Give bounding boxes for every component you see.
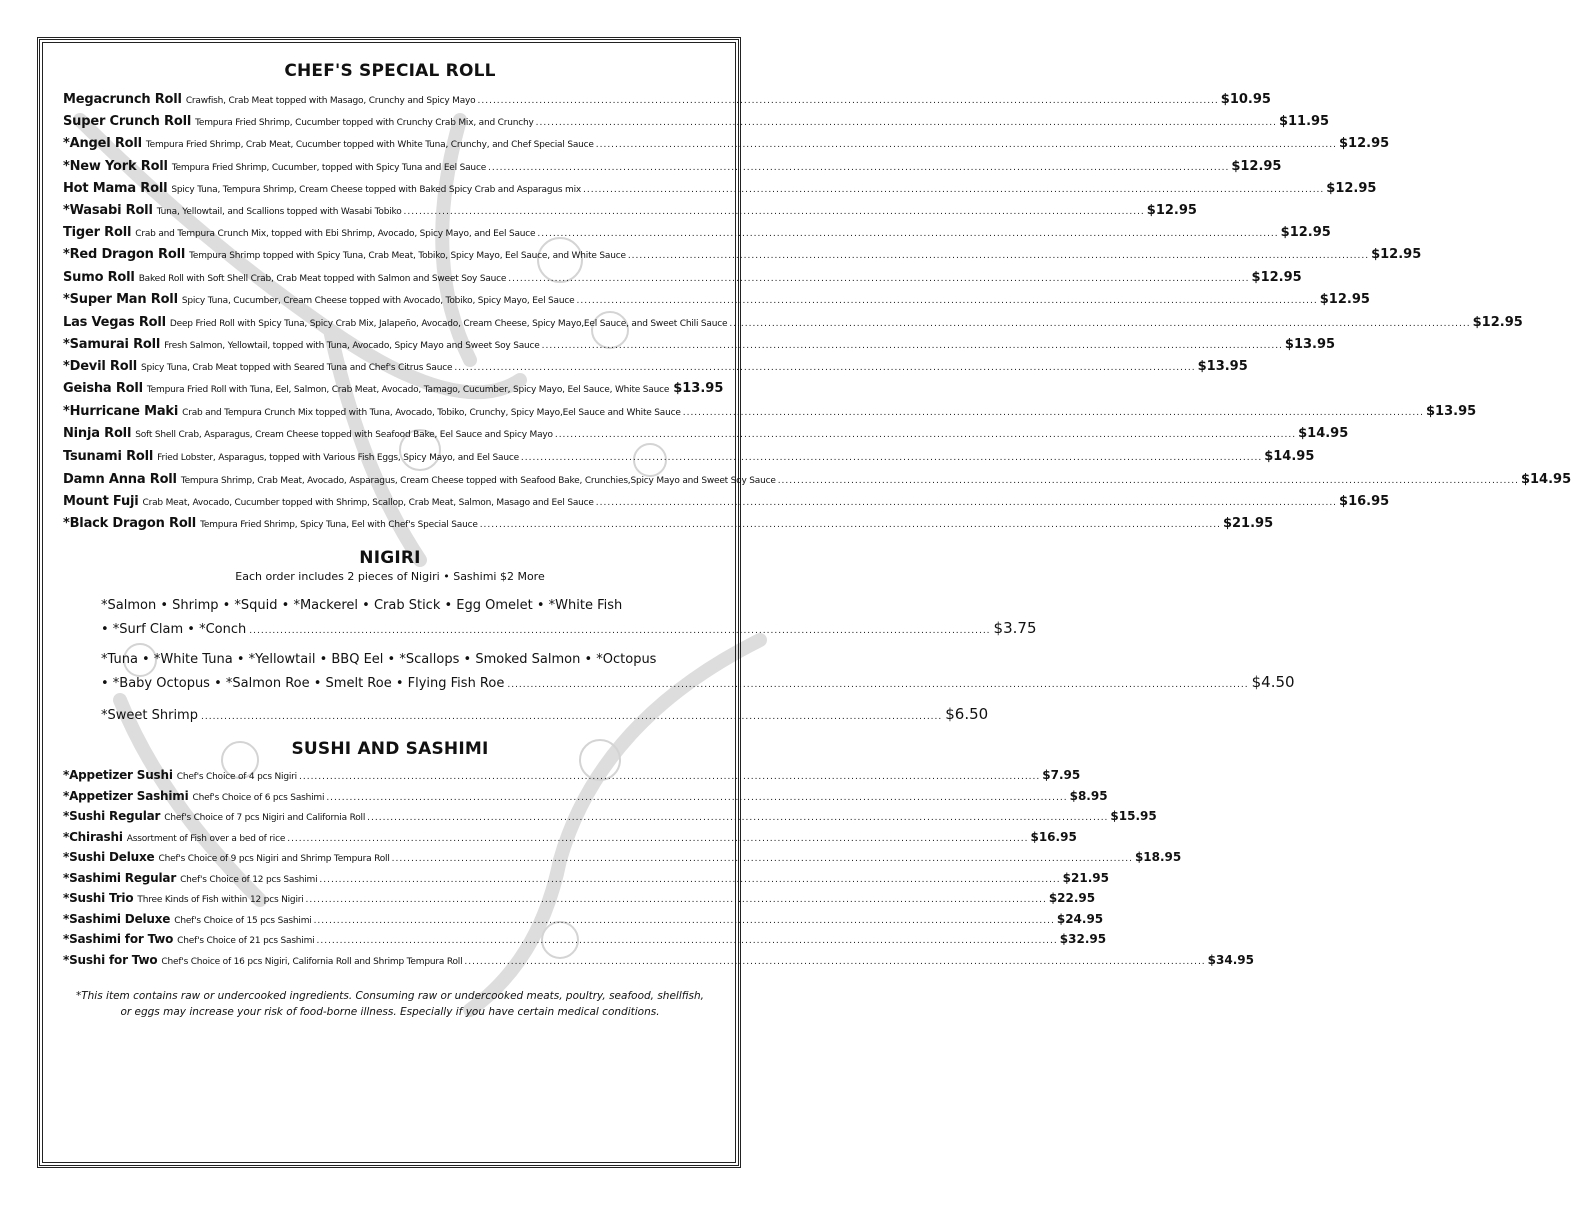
menu-item-price: $12.95 (1326, 180, 1377, 196)
menu-item-description: Tempura Fried Shrimp, Cucumber topped with Crunchy Crab Mix, and Crunchy (195, 118, 534, 129)
menu-item (63, 311, 1523, 334)
menu-item-description-cont: Eel Sauce, and Sweet Chili Sauce (583, 318, 728, 329)
dot-leader (683, 403, 1424, 423)
menu-item (63, 244, 1422, 266)
menu-item-price: $14.95 (1298, 426, 1349, 442)
menu-item-description: Three Kinds of Fish within 12 pcs Nigiri (137, 895, 304, 906)
menu-item (63, 423, 1349, 445)
menu-item-line (563, 402, 1477, 423)
menu-item (63, 468, 1571, 491)
menu-item-description: Tuna, Yellowtail, and Scallions topped with Wasabi Tobiko (156, 206, 402, 217)
menu-item-price: $24.95 (1056, 911, 1104, 926)
menu-item-name: Damn Anna Roll (63, 471, 177, 487)
menu-item-price: $11.95 (1278, 114, 1330, 130)
menu-item-price: $12.95 (1339, 136, 1390, 152)
dot-leader (316, 931, 1057, 952)
menu-item-price: $34.95 (1207, 952, 1254, 967)
nigiri-price-group (101, 649, 1295, 693)
menu-item-name: *Angel Roll (63, 136, 142, 152)
dot-leader (249, 620, 990, 642)
menu-item (63, 446, 1315, 468)
nigiri-price: $6.50 (945, 705, 989, 724)
menu-item-line (63, 400, 563, 419)
nigiri-items: • *Baby Octopus • *Salmon Roe • Smelt Roe • Flying Fish Roe (101, 676, 505, 692)
menu-item-description: Tempura Fried Shrimp, Spicy Tuna, Eel with Chef's Special Sauce (200, 520, 478, 530)
menu-item-description: Crab and Tempura Crunch Mix, topped with Ebi Shrimp, Avocado, Spicy Mayo, and Eel Sauce (135, 229, 536, 240)
menu-item-name: Tsunami Roll (63, 448, 154, 464)
menu-item-name: Mount Fuji (63, 493, 139, 509)
dot-leader (507, 674, 1248, 696)
menu-item (63, 156, 1282, 178)
menu-item-name: *Appetizer Sushi (63, 768, 173, 783)
menu-item-description-cont: Eel Sauce and White Sauce (562, 408, 681, 419)
menu-item (63, 200, 1197, 222)
nigiri-price-group (101, 595, 1037, 639)
menu-item-description: Tempura Shrimp, Crab Meat, Avocado, Asparagus, Cream Cheese topped with Seafood Bake, Crunchies, (180, 475, 631, 486)
menu-item-name: *Chirashi (63, 829, 123, 844)
menu-item-line (63, 468, 630, 487)
menu-item-description: Chef's Choice of 15 pcs Sashimi (174, 915, 312, 926)
menu-item-description: Fresh Salmon, Yellowtail, topped with Tuna, Avocado, Spicy Mayo and Sweet Soy Sauce (164, 340, 540, 351)
nigiri-subtitle: Each order includes 2 pieces of Nigiri • Sashimi $2 More (235, 570, 545, 584)
menu-item-description: Soft Shell Crab, Asparagus, Cream Cheese topped with Seafood Bake, Eel Sauce and Spicy Mayo (135, 430, 553, 441)
menu-item-description: Chef's Choice of 9 pcs Nigiri and Shrimp Tempura Roll (158, 854, 390, 865)
menu-item-description: Chef's Choice of 16 pcs Nigiri, California Roll and Shrimp Tempura Roll (161, 956, 463, 967)
dot-leader (729, 314, 1470, 334)
menu-item-name: Ninja Roll (63, 426, 132, 442)
menu-item-description: Spicy Tuna, Tempura Shrimp, Cream Cheese topped with Baked Spicy Crab and Asparagus mix (171, 184, 581, 195)
dot-leader (201, 706, 942, 728)
menu-item (63, 786, 1108, 807)
menu-item-description: Deep Fried Roll with Spicy Tuna, Spicy Crab Mix, Jalapeño, Avocado, Cream Cheese, Spicy Mayo, (169, 318, 584, 329)
menu-item (63, 827, 1077, 848)
dot-leader (555, 424, 1296, 446)
menu-item-price: $12.95 (1280, 225, 1331, 241)
menu-item (63, 929, 1107, 950)
menu-item-name: *Super Man Roll (63, 291, 178, 307)
menu-item-line (630, 470, 1571, 491)
menu-item-name: *Sashimi Deluxe (63, 911, 171, 926)
menu-item-price: $18.95 (1134, 850, 1182, 865)
sushi-list (63, 765, 1254, 970)
dot-leader (508, 268, 1249, 290)
dot-leader (521, 447, 1262, 469)
menu-item-description: Spicy Tuna, Crab Meat topped with Seared Tuna and Chef's Citrus Sauce (140, 363, 453, 374)
nigiri-price-group (101, 703, 989, 725)
menu-item-price: $12.95 (1146, 202, 1197, 218)
menu-item (63, 289, 1370, 311)
menu-item-name: *Red Dragon Roll (63, 247, 186, 263)
menu-item-name: Super Crunch Roll (63, 114, 192, 130)
section-title-rolls: CHEF'S SPECIAL ROLL (284, 61, 496, 81)
dot-leader (367, 808, 1108, 829)
menu-item-description: Crab Meat, Avocado, Cucumber topped with Shrimp, Scallop, Crab Meat, Salmon, Masago and Eel Sauce (142, 497, 594, 508)
menu-item-price: $8.95 (1069, 788, 1108, 803)
nigiri-price: $4.50 (1251, 673, 1295, 692)
raw-food-disclaimer: *This item contains raw or undercooked ingredients. Consuming raw or undercooked meats, poultry, seafood, shellfish, or eggs may increase your risk of food-borne illness. Especially if you have certain medical conditions. (75, 990, 704, 1019)
menu-item (63, 491, 1390, 513)
nigiri-items-line: *Tuna • *White Tuna • *Yellowtail • BBQ Eel • *Scallops • Smoked Salmon • *Octopus (101, 652, 657, 668)
menu-item-price: $16.95 (1339, 493, 1390, 509)
nigiri-price: $3.75 (993, 619, 1037, 638)
menu-item-price: $10.95 (1220, 92, 1271, 107)
menu-item-description: Tempura Fried Roll with Tuna, Eel, Salmon, Crab Meat, Avocado, Tamago, Cucumber, Spicy Mayo, Eel Sauce, White Sauce (146, 385, 670, 396)
menu-item (63, 765, 1081, 786)
nigiri-list (63, 595, 1295, 725)
nigiri-items: • *Surf Clam • *Conch (101, 622, 247, 638)
menu-item-price: $14.95 (1264, 448, 1315, 464)
menu-item-price: $12.95 (1472, 314, 1523, 330)
menu-item-description: Crawfish, Crab Meat topped with Masago, Crunchy and Spicy Mayo (185, 96, 476, 106)
dot-leader (778, 471, 1519, 491)
menu-item-name: *Samurai Roll (63, 336, 161, 352)
menu-item-line (584, 313, 1523, 334)
rolls-list (63, 89, 1571, 535)
menu-item-name: *Sashimi for Two (63, 932, 174, 947)
menu-item (63, 222, 1331, 244)
menu-item-name: Geisha Roll (63, 381, 143, 397)
dot-leader (576, 290, 1317, 312)
menu-item-description: Baked Roll with Soft Shell Crab, Crab Meat topped with Salmon and Sweet Soy Sauce (138, 273, 507, 284)
menu-item-description: Chef's Choice of 21 pcs Sashimi (177, 936, 315, 947)
menu-item-price: $12.95 (1319, 291, 1370, 307)
menu-item-name: *Black Dragon Roll (63, 516, 197, 531)
menu-item-name: Hot Mama Roll (63, 180, 168, 196)
menu-item-price: $13.95 (673, 381, 724, 397)
nigiri-items: *Sweet Shrimp (101, 708, 198, 724)
menu-item-price: $13.95 (1426, 404, 1477, 420)
menu-item-name: *Sushi Deluxe (63, 850, 155, 865)
menu-item (63, 400, 1477, 423)
nigiri-items-line (101, 671, 1295, 693)
nigiri-items-line: *Salmon • Shrimp • *Squid • *Mackerel • Crab Stick • Egg Omelet • *White Fish (101, 598, 623, 614)
dot-leader (596, 134, 1337, 156)
menu-item-price: $12.95 (1231, 158, 1282, 174)
menu-item-name: *Sushi Trio (63, 891, 134, 906)
menu-item-description: Assortment of Fish over a bed of rice (126, 833, 286, 844)
menu-item-name: *Devil Roll (63, 359, 137, 375)
menu-item (63, 334, 1336, 356)
menu-item (63, 950, 1254, 971)
dot-leader (596, 492, 1337, 514)
menu-item-name: *Hurricane Maki (63, 404, 179, 420)
dot-leader (537, 223, 1278, 245)
dot-leader (306, 890, 1047, 911)
menu-item (63, 868, 1109, 889)
menu-content (63, 58, 1571, 1020)
dot-leader (536, 112, 1277, 134)
menu-item-price: $12.95 (1371, 247, 1422, 263)
dot-leader (628, 245, 1369, 267)
menu-item (63, 378, 724, 400)
menu-item (63, 267, 1302, 289)
menu-item-name: *Appetizer Sashimi (63, 788, 189, 803)
nigiri-items-line (101, 703, 989, 725)
menu-item-name: *New York Roll (63, 158, 168, 174)
menu-item-line (63, 311, 584, 330)
menu-item (63, 847, 1182, 868)
menu-item-price: $21.95 (1062, 870, 1109, 885)
menu-item (63, 909, 1104, 930)
dot-leader (392, 849, 1133, 870)
dot-leader (480, 514, 1221, 536)
menu-item-price: $13.95 (1197, 359, 1248, 375)
section-title-nigiri: NIGIRI (359, 548, 421, 569)
menu-item-description: Chef's Choice of 6 pcs Sashimi (192, 792, 325, 803)
menu-item-price: $7.95 (1042, 768, 1081, 783)
dot-leader (542, 335, 1283, 357)
dot-leader (314, 911, 1055, 932)
menu-item-description: Fried Lobster, Asparagus, topped with Various Fish Eggs, Spicy Mayo, and Eel Sauce (157, 452, 519, 463)
menu-item-name: Megacrunch Roll (63, 92, 182, 107)
menu-item (63, 89, 1271, 111)
menu-item-price: $15.95 (1110, 809, 1157, 824)
menu-item-description: Chef's Choice of 4 pcs Nigiri (176, 772, 297, 783)
menu-item-price: $12.95 (1251, 269, 1302, 285)
section-title-sushi: SUSHI AND SASHIMI (291, 739, 489, 760)
dot-leader (583, 179, 1324, 201)
menu-item-name: *Sashimi Regular (63, 870, 177, 885)
menu-item-description-cont: Spicy Mayo and Sweet Soy Sauce (630, 475, 776, 486)
menu-item-description: Chef's Choice of 12 pcs Sashimi (180, 874, 318, 885)
menu-item-price: $32.95 (1059, 932, 1107, 947)
menu-item (63, 111, 1330, 133)
menu-item-price: $14.95 (1520, 471, 1571, 487)
menu-item (63, 806, 1157, 827)
dot-leader (478, 90, 1219, 112)
dot-leader (464, 952, 1205, 973)
menu-item-description: Crab and Tempura Crunch Mix topped with Tuna, Avocado, Tobiko, Crunchy, Spicy Mayo, (182, 408, 563, 419)
menu-item-name: Las Vegas Roll (63, 314, 166, 330)
menu-item (63, 178, 1377, 200)
dot-leader (488, 157, 1229, 179)
menu-item-name: Tiger Roll (63, 225, 132, 241)
dot-leader (404, 201, 1145, 223)
menu-item-description: Tempura Shrimp topped with Spicy Tuna, Crab Meat, Tobiko, Spicy Mayo, Eel Sauce, and White Sauce (189, 251, 626, 262)
menu-item-price: $16.95 (1030, 829, 1077, 844)
menu-item-price: $21.95 (1222, 516, 1274, 531)
nigiri-items-line (101, 617, 1037, 639)
dot-leader (454, 357, 1195, 379)
menu-item (63, 133, 1390, 155)
dot-leader (287, 829, 1028, 850)
menu-item (63, 888, 1096, 909)
menu-item-name: *Sushi Regular (63, 809, 161, 824)
menu-item-price: $22.95 (1048, 891, 1096, 906)
menu-item-description: Chef's Choice of 7 pcs Nigiri and California Roll (164, 813, 366, 824)
dot-leader (326, 788, 1067, 809)
dot-leader (319, 870, 1060, 891)
menu-item (63, 356, 1248, 378)
menu-item-description: Spicy Tuna, Cucumber, Cream Cheese topped with Avocado, Tobiko, Spicy Mayo, Eel Sauce (181, 295, 575, 306)
menu-item-name: Sumo Roll (63, 269, 135, 285)
menu-item (63, 513, 1274, 535)
menu-item-description: Tempura Fried Shrimp, Cucumber, topped with Spicy Tuna and Eel Sauce (171, 162, 487, 173)
menu-item-name: *Sushi for Two (63, 952, 158, 967)
menu-item-name: *Wasabi Roll (63, 202, 153, 218)
dot-leader (299, 767, 1040, 788)
menu-item-price: $13.95 (1284, 336, 1336, 352)
menu-item-description: Tempura Fried Shrimp, Crab Meat, Cucumber topped with White Tuna, Crunchy, and Chef Special Sauce (145, 140, 594, 151)
